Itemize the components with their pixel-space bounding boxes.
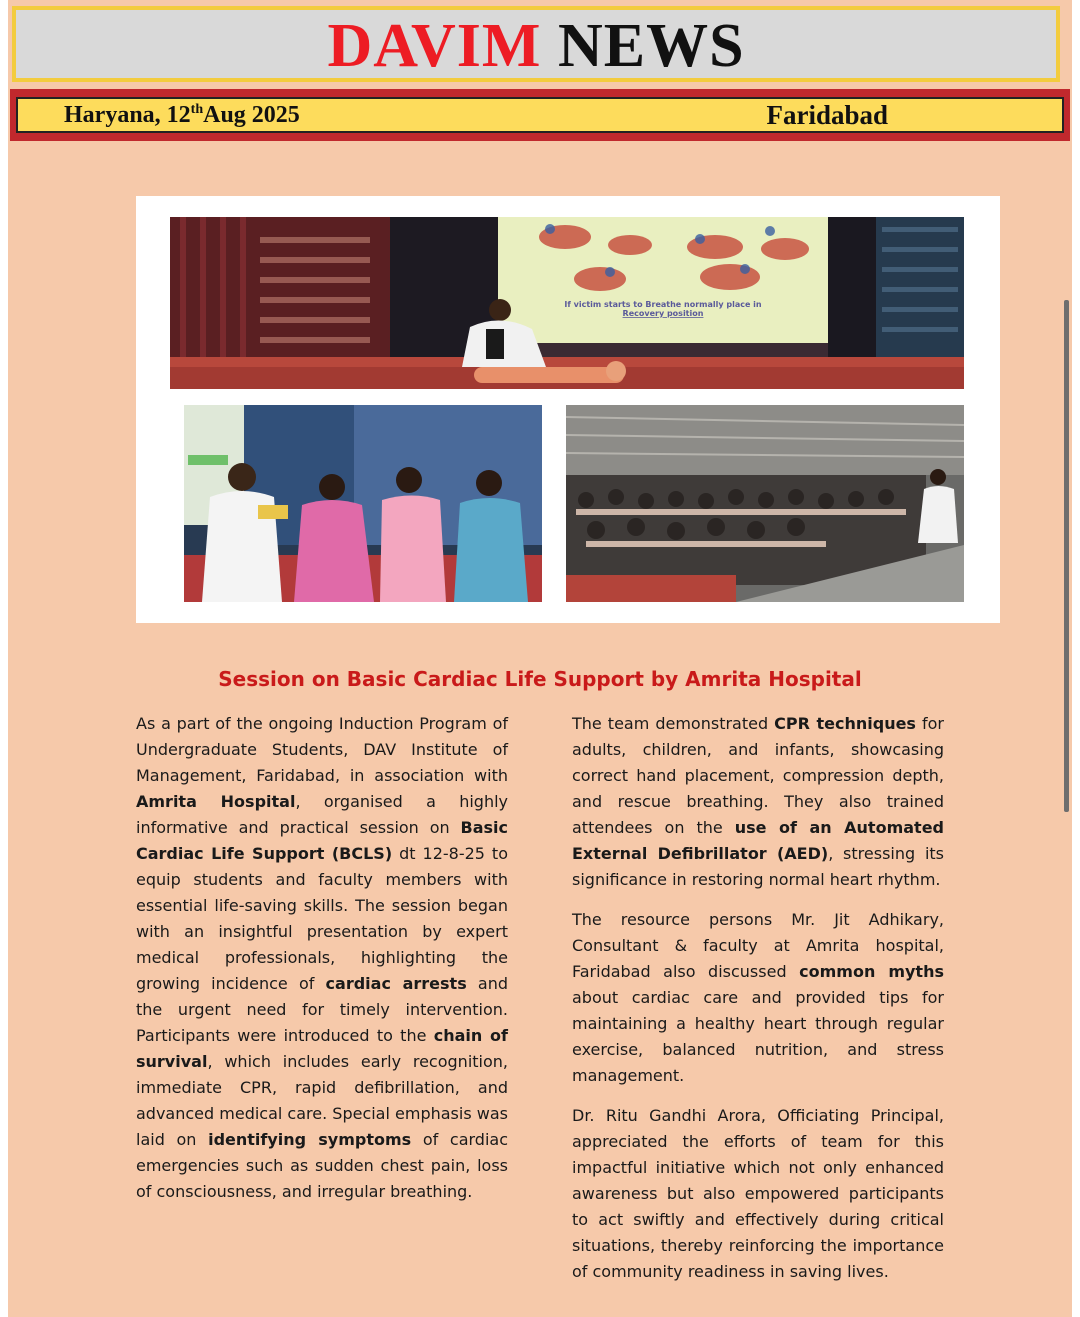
dateline-date <box>64 102 300 129</box>
title-news: NEWS <box>557 12 745 80</box>
photo-felicitation-image <box>184 405 542 602</box>
text-run: The resource persons Mr. Jit Adhikary, Consultant & faculty at Amrita hospital, Faridabad also discussed <box>572 910 944 981</box>
slide-caption-line1: If victim starts to Breathe normally place in <box>564 300 762 309</box>
text-run: As a part of the ongoing Induction Program of Undergraduate Students, DAV Institute of Management, Faridabad, in association with <box>136 714 508 785</box>
paragraph-principal: Dr. Ritu Gandhi Arora, Officiating Principal, appreciated the efforts of team for this impactful initiative which not only enhanced awareness but also empowered participants to act swiftly and effectively during critical situations, thereby reinforcing the importance of community readiness in saving lives. <box>572 1106 944 1281</box>
paragraph-intro <box>136 711 508 1205</box>
paragraph-cpr <box>572 711 944 893</box>
text-run: of cardiac emergencies such as sudden chest pain, loss of consciousness, and irregular breathing. <box>136 1130 509 1201</box>
article-headline: Session on Basic Cardiac Life Support by Amrita Hospital <box>218 667 862 691</box>
paragraph-resource-persons <box>572 907 944 1089</box>
photo-felicitation <box>184 405 542 602</box>
photo-cpr-demo <box>170 217 964 389</box>
bold-run: Amrita Hospital <box>136 792 296 811</box>
text-run: , organised a highly informative and practical session on <box>136 792 508 837</box>
bold-run: CPR techniques <box>774 714 916 733</box>
photo-audience-image <box>566 405 964 602</box>
slide-caption-line2: Recovery position <box>622 309 704 318</box>
dateline-date-rest: Aug 2025 <box>203 102 300 128</box>
dateline-city: Faridabad <box>766 100 888 130</box>
dateline-place: Haryana, 12 <box>64 102 191 128</box>
dateline-sup: th <box>190 102 204 117</box>
newspaper-title <box>16 10 1056 82</box>
bold-run: Basic Cardiac Life Support (BCLS) <box>136 818 508 863</box>
text-run: for adults, children, and infants, showcasing correct hand placement, compression depth, and rescue breathing. They also trained attendees on the <box>572 714 944 837</box>
text-run: , which includes early recognition, immediate CPR, rapid defibrillation, and advanced medical care. Special emphasis was laid on <box>136 1052 508 1149</box>
text-run: The team demonstrated <box>572 714 775 733</box>
title-davim: DAVIM <box>327 12 542 80</box>
bold-run: cardiac arrests <box>325 974 467 993</box>
bold-run: use of an Automated External Defibrillator (AED) <box>572 818 944 863</box>
text-run: dt 12-8-25 to equip students and faculty members with essential life-saving skills. The session began with an insightful presentation by expert medical professionals, highlighting the growing incidence of <box>136 844 508 993</box>
scrollbar-thumb[interactable] <box>1064 300 1069 812</box>
photo-audience <box>566 405 964 602</box>
bold-run: identifying symptoms <box>208 1130 412 1149</box>
bold-run: common myths <box>799 962 944 981</box>
text-run: about cardiac care and provided tips for maintaining a healthy heart through regular exercise, balanced nutrition, and stress management. <box>572 988 944 1085</box>
article-column-right <box>572 711 944 1299</box>
masthead <box>12 6 1060 82</box>
bold-run: chain of survival <box>136 1026 508 1071</box>
dateline-inner <box>16 97 1064 133</box>
article-column-left <box>136 711 508 1219</box>
photo-collage <box>136 196 1000 623</box>
text-run: and the urgent need for timely intervention. Participants were introduced to the <box>136 974 508 1045</box>
text-run: , stressing its significance in restoring normal heart rhythm. <box>572 844 944 889</box>
dateline-band <box>10 89 1070 141</box>
photo-cpr-demo-image <box>170 217 964 389</box>
